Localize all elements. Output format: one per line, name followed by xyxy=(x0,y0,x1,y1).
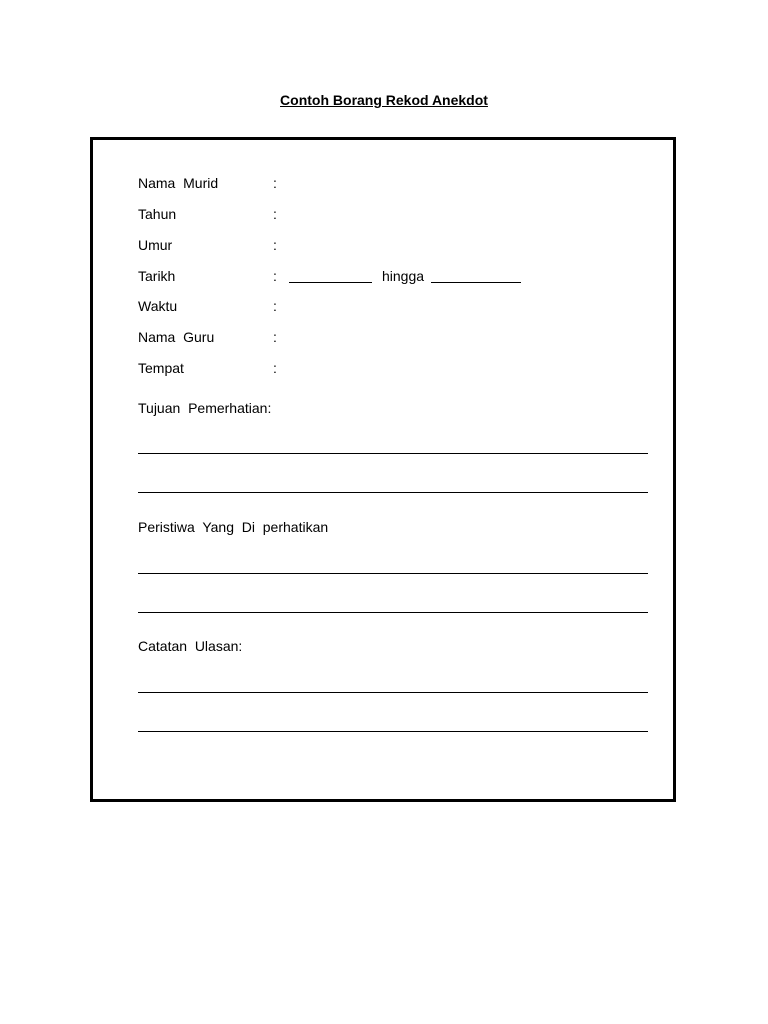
section-heading-tujuan: Tujuan Pemerhatian: xyxy=(138,400,272,416)
field-colon-nama-guru: : xyxy=(273,329,277,345)
form-box xyxy=(90,137,676,802)
writing-line[interactable] xyxy=(138,731,648,732)
writing-line[interactable] xyxy=(138,612,648,613)
section-heading-catatan: Catatan Ulasan: xyxy=(138,638,243,654)
writing-line[interactable] xyxy=(138,692,648,693)
writing-line[interactable] xyxy=(138,453,648,454)
date-start-blank[interactable] xyxy=(289,282,372,283)
field-label-tahun: Tahun xyxy=(138,206,177,222)
field-label-tarikh: Tarikh xyxy=(138,268,176,284)
field-colon-waktu: : xyxy=(273,298,277,314)
field-colon-umur: : xyxy=(273,237,277,253)
date-range-connector: hingga xyxy=(382,268,425,284)
field-colon-tarikh: : xyxy=(273,268,277,284)
field-label-nama-murid: Nama Murid xyxy=(138,175,219,191)
section-heading-peristiwa: Peristiwa Yang Di perhatikan xyxy=(138,519,329,535)
document-title xyxy=(0,92,768,108)
field-label-tempat: Tempat xyxy=(138,360,184,376)
field-colon-tempat: : xyxy=(273,360,277,376)
writing-line[interactable] xyxy=(138,573,648,574)
field-label-umur: Umur xyxy=(138,237,173,253)
field-label-nama-guru: Nama Guru xyxy=(138,329,215,345)
field-colon-nama-murid: : xyxy=(273,175,277,191)
field-label-waktu: Waktu xyxy=(138,298,178,314)
field-colon-tahun: : xyxy=(273,206,277,222)
date-end-blank[interactable] xyxy=(431,282,521,283)
document-title-text: Contoh Borang Rekod Anekdot xyxy=(280,92,488,108)
writing-line[interactable] xyxy=(138,492,648,493)
